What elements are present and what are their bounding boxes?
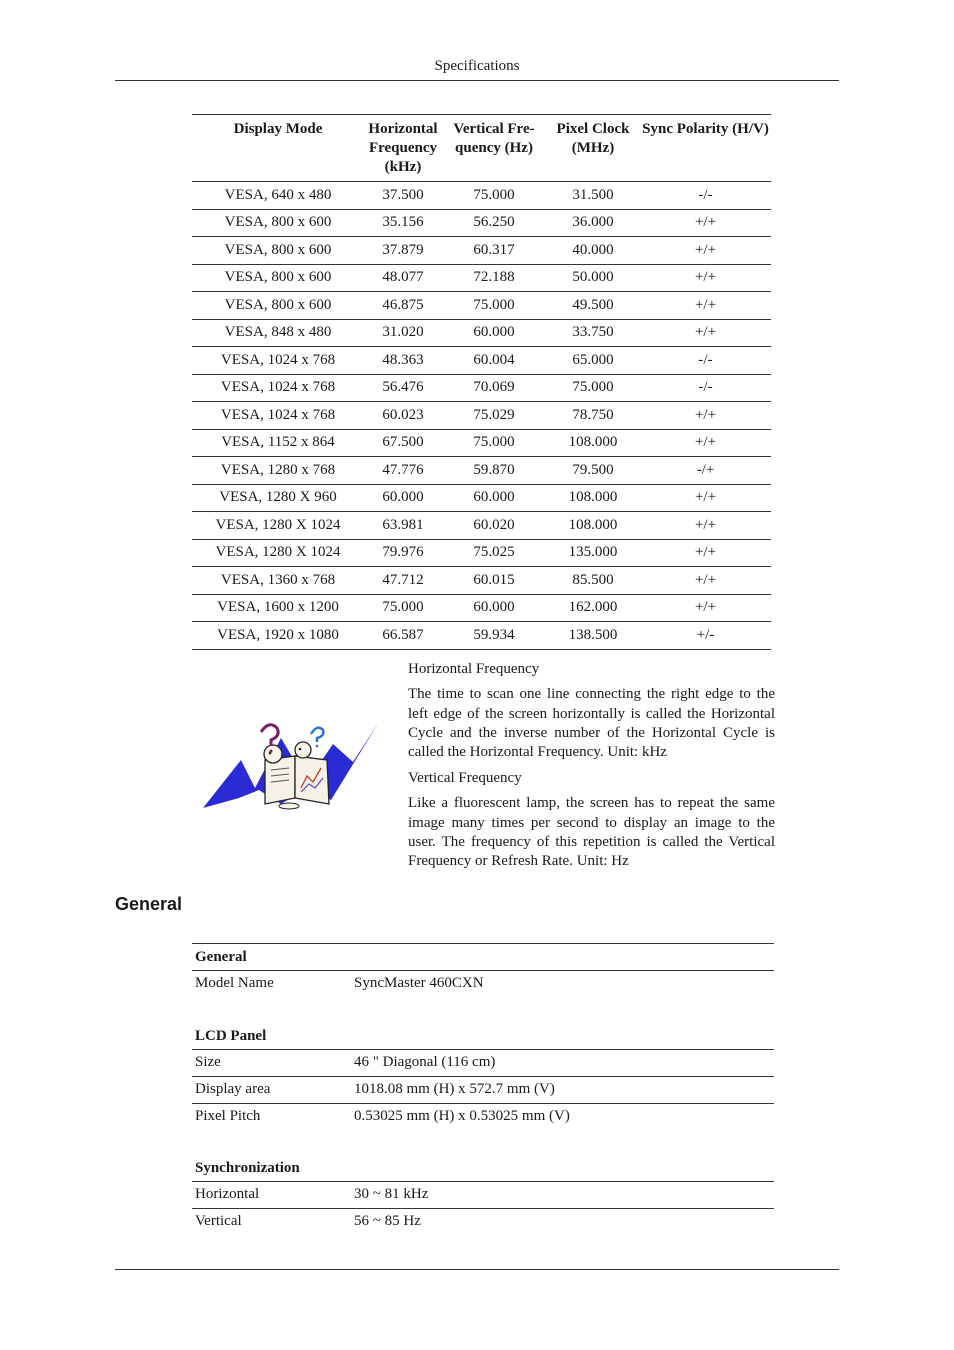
cell-vertical-frequency: 60.000 bbox=[442, 484, 546, 512]
cell-display-mode: VESA, 800 x 600 bbox=[192, 292, 364, 320]
cell-horizontal-frequency: 60.023 bbox=[364, 402, 442, 430]
cell-horizontal-frequency: 37.500 bbox=[364, 182, 442, 210]
table-row bbox=[192, 374, 771, 402]
col-header-sync-polarity: Sync Polarity (H/V) bbox=[640, 115, 771, 182]
spec-row bbox=[192, 1050, 774, 1077]
table-row bbox=[192, 484, 771, 512]
spec-group-synchronization bbox=[192, 1155, 774, 1235]
table-row bbox=[192, 457, 771, 485]
spec-group-title: General bbox=[192, 944, 774, 971]
cell-vertical-frequency: 56.250 bbox=[442, 209, 546, 237]
cell-horizontal-frequency: 48.363 bbox=[364, 347, 442, 375]
table-row bbox=[192, 209, 771, 237]
cell-display-mode: VESA, 1280 x 768 bbox=[192, 457, 364, 485]
spec-key: Pixel Pitch bbox=[195, 1108, 261, 1124]
footer-rule bbox=[115, 1269, 839, 1270]
cell-horizontal-frequency: 46.875 bbox=[364, 292, 442, 320]
cell-horizontal-frequency: 35.156 bbox=[364, 209, 442, 237]
cell-sync-polarity: +/+ bbox=[640, 237, 771, 265]
spec-group-lcd-panel bbox=[192, 1023, 774, 1130]
cell-sync-polarity: +/+ bbox=[640, 264, 771, 292]
spec-value: 46 " Diagonal (116 cm) bbox=[354, 1054, 496, 1070]
cell-sync-polarity: +/+ bbox=[640, 292, 771, 320]
cell-pixel-clock: 108.000 bbox=[546, 512, 640, 540]
table-header-row bbox=[192, 115, 771, 182]
cell-pixel-clock: 40.000 bbox=[546, 237, 640, 265]
cell-pixel-clock: 31.500 bbox=[546, 182, 640, 210]
cell-horizontal-frequency: 67.500 bbox=[364, 429, 442, 457]
cell-pixel-clock: 108.000 bbox=[546, 484, 640, 512]
cell-sync-polarity: +/+ bbox=[640, 512, 771, 540]
cell-sync-polarity: +/- bbox=[640, 622, 771, 650]
cell-sync-polarity: +/+ bbox=[640, 539, 771, 567]
cell-sync-polarity: -/+ bbox=[640, 457, 771, 485]
table-row bbox=[192, 292, 771, 320]
cell-sync-polarity: +/+ bbox=[640, 402, 771, 430]
cell-display-mode: VESA, 1152 x 864 bbox=[192, 429, 364, 457]
cell-horizontal-frequency: 37.879 bbox=[364, 237, 442, 265]
cell-sync-polarity: +/+ bbox=[640, 209, 771, 237]
table-row bbox=[192, 594, 771, 622]
table-row bbox=[192, 622, 771, 650]
spec-key: Model Name bbox=[195, 975, 274, 991]
cell-pixel-clock: 108.000 bbox=[546, 429, 640, 457]
cell-horizontal-frequency: 47.712 bbox=[364, 567, 442, 595]
vertical-frequency-text: Like a fluorescent lamp, the screen has to repeat the same image many times per second to display an image to the user. The frequency of this repetition is called the Vertical Frequency or Refresh Rate. Unit: Hz bbox=[408, 795, 775, 870]
spec-row bbox=[192, 1182, 774, 1209]
cell-horizontal-frequency: 31.020 bbox=[364, 319, 442, 347]
cell-vertical-frequency: 59.870 bbox=[442, 457, 546, 485]
cell-pixel-clock: 78.750 bbox=[546, 402, 640, 430]
cell-vertical-frequency: 72.188 bbox=[442, 264, 546, 292]
table-row bbox=[192, 237, 771, 265]
spec-row bbox=[192, 971, 774, 997]
table-row bbox=[192, 182, 771, 210]
spec-key: Display area bbox=[195, 1081, 271, 1097]
cell-pixel-clock: 36.000 bbox=[546, 209, 640, 237]
table-row bbox=[192, 567, 771, 595]
cell-display-mode: VESA, 1280 X 1024 bbox=[192, 512, 364, 540]
cell-vertical-frequency: 60.004 bbox=[442, 347, 546, 375]
cell-display-mode: VESA, 1280 X 1024 bbox=[192, 539, 364, 567]
cell-display-mode: VESA, 800 x 600 bbox=[192, 264, 364, 292]
spec-group-title: Synchronization bbox=[192, 1155, 774, 1182]
header-rule bbox=[115, 80, 839, 81]
col-header-horizontal-frequency: Horizontal Frequency (kHz) bbox=[364, 115, 442, 182]
cell-pixel-clock: 138.500 bbox=[546, 622, 640, 650]
cell-horizontal-frequency: 63.981 bbox=[364, 512, 442, 540]
cell-sync-polarity: +/+ bbox=[640, 594, 771, 622]
spec-value: 1018.08 mm (H) x 572.7 mm (V) bbox=[354, 1081, 555, 1097]
page-header-title: Specifications bbox=[434, 58, 520, 74]
cell-horizontal-frequency: 79.976 bbox=[364, 539, 442, 567]
cell-sync-polarity: +/+ bbox=[640, 429, 771, 457]
cell-horizontal-frequency: 47.776 bbox=[364, 457, 442, 485]
spec-key: Vertical bbox=[195, 1213, 242, 1229]
spec-group-title: LCD Panel bbox=[192, 1023, 774, 1050]
spec-value: SyncMaster 460CXN bbox=[354, 975, 484, 991]
cell-pixel-clock: 79.500 bbox=[546, 457, 640, 485]
spec-key: Horizontal bbox=[195, 1186, 260, 1202]
cell-display-mode: VESA, 1024 x 768 bbox=[192, 374, 364, 402]
spec-value: 30 ~ 81 kHz bbox=[354, 1186, 429, 1202]
cell-display-mode: VESA, 1360 x 768 bbox=[192, 567, 364, 595]
cell-vertical-frequency: 70.069 bbox=[442, 374, 546, 402]
frequency-notes bbox=[408, 660, 775, 878]
spec-value: 0.53025 mm (H) x 0.53025 mm (V) bbox=[354, 1108, 570, 1124]
cell-pixel-clock: 50.000 bbox=[546, 264, 640, 292]
vertical-frequency-title: Vertical Frequency bbox=[408, 769, 522, 786]
cell-pixel-clock: 85.500 bbox=[546, 567, 640, 595]
table-row bbox=[192, 429, 771, 457]
cell-vertical-frequency: 59.934 bbox=[442, 622, 546, 650]
cell-vertical-frequency: 75.000 bbox=[442, 182, 546, 210]
table-row bbox=[192, 512, 771, 540]
col-header-display-mode: Display Mode bbox=[192, 115, 364, 182]
spec-row bbox=[192, 1104, 774, 1130]
table-row bbox=[192, 264, 771, 292]
horizontal-frequency-text: The time to scan one line connecting the right edge to the left edge of the screen horizontally is called the Horizontal Cycle and the inverse number of the Horizontal Cycle is called the Horizontal Frequency. Unit: kHz bbox=[408, 686, 775, 761]
cell-vertical-frequency: 75.025 bbox=[442, 539, 546, 567]
cell-horizontal-frequency: 60.000 bbox=[364, 484, 442, 512]
cell-vertical-frequency: 75.000 bbox=[442, 292, 546, 320]
cell-pixel-clock: 162.000 bbox=[546, 594, 640, 622]
cell-pixel-clock: 65.000 bbox=[546, 347, 640, 375]
table-row bbox=[192, 347, 771, 375]
cell-sync-polarity: -/- bbox=[640, 374, 771, 402]
cell-sync-polarity: +/+ bbox=[640, 567, 771, 595]
cell-pixel-clock: 135.000 bbox=[546, 539, 640, 567]
cell-pixel-clock: 75.000 bbox=[546, 374, 640, 402]
cell-display-mode: VESA, 1920 x 1080 bbox=[192, 622, 364, 650]
cell-sync-polarity: -/- bbox=[640, 347, 771, 375]
cell-horizontal-frequency: 48.077 bbox=[364, 264, 442, 292]
confused-reader-illustration-icon bbox=[203, 718, 381, 810]
spec-row bbox=[192, 1077, 774, 1104]
cell-vertical-frequency: 75.000 bbox=[442, 429, 546, 457]
cell-sync-polarity: -/- bbox=[640, 182, 771, 210]
horizontal-frequency-title: Horizontal Frequency bbox=[408, 661, 540, 677]
spec-key: Size bbox=[195, 1054, 221, 1070]
cell-horizontal-frequency: 56.476 bbox=[364, 374, 442, 402]
cell-display-mode: VESA, 800 x 600 bbox=[192, 237, 364, 265]
spec-row bbox=[192, 1209, 774, 1235]
cell-sync-polarity: +/+ bbox=[640, 319, 771, 347]
spec-value: 56 ~ 85 Hz bbox=[354, 1213, 421, 1229]
table-row bbox=[192, 539, 771, 567]
cell-vertical-frequency: 60.015 bbox=[442, 567, 546, 595]
col-header-vertical-frequency: Vertical Fre- quency (Hz) bbox=[442, 115, 546, 182]
table-body bbox=[192, 182, 771, 650]
cell-display-mode: VESA, 1600 x 1200 bbox=[192, 594, 364, 622]
cell-display-mode: VESA, 1024 x 768 bbox=[192, 402, 364, 430]
cell-vertical-frequency: 75.029 bbox=[442, 402, 546, 430]
cell-display-mode: VESA, 1280 X 960 bbox=[192, 484, 364, 512]
cell-horizontal-frequency: 66.587 bbox=[364, 622, 442, 650]
cell-vertical-frequency: 60.020 bbox=[442, 512, 546, 540]
table-row bbox=[192, 319, 771, 347]
cell-pixel-clock: 49.500 bbox=[546, 292, 640, 320]
display-modes-table bbox=[192, 114, 771, 650]
cell-vertical-frequency: 60.000 bbox=[442, 319, 546, 347]
cell-vertical-frequency: 60.317 bbox=[442, 237, 546, 265]
cell-display-mode: VESA, 800 x 600 bbox=[192, 209, 364, 237]
table-row bbox=[192, 402, 771, 430]
cell-display-mode: VESA, 1024 x 768 bbox=[192, 347, 364, 375]
cell-display-mode: VESA, 848 x 480 bbox=[192, 319, 364, 347]
col-header-pixel-clock: Pixel Clock (MHz) bbox=[546, 115, 640, 182]
spec-group-general bbox=[192, 943, 774, 997]
cell-sync-polarity: +/+ bbox=[640, 484, 771, 512]
cell-pixel-clock: 33.750 bbox=[546, 319, 640, 347]
section-heading-general: General bbox=[115, 894, 183, 914]
cell-horizontal-frequency: 75.000 bbox=[364, 594, 442, 622]
cell-display-mode: VESA, 640 x 480 bbox=[192, 182, 364, 210]
cell-vertical-frequency: 60.000 bbox=[442, 594, 546, 622]
